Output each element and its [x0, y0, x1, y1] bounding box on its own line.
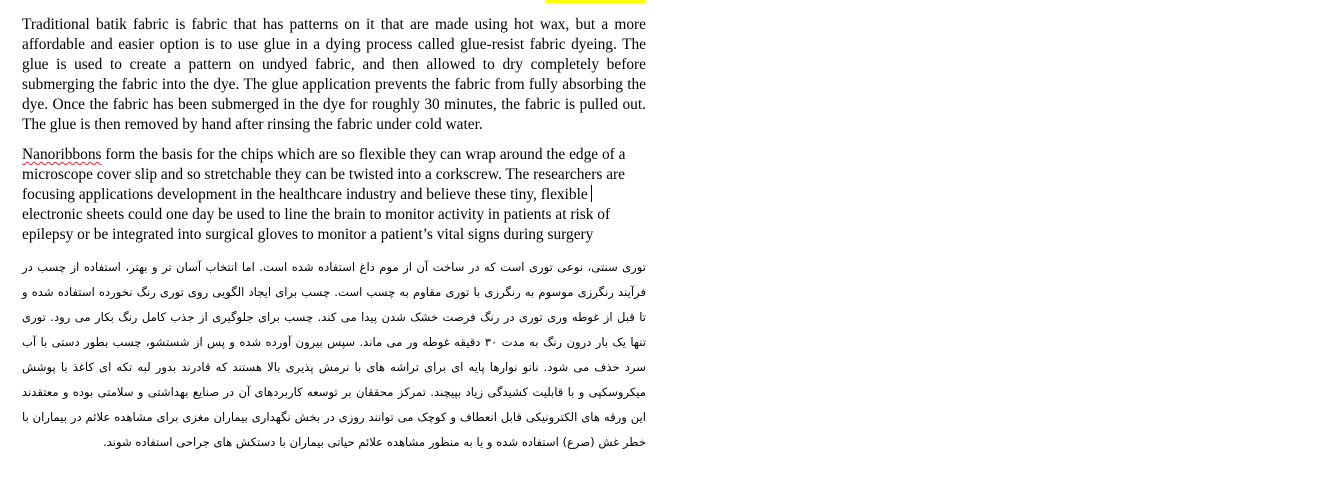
- paragraph-nanoribbons-text-2: electronic sheets could one day be used to line the brain to monitor activity in patients at risk of epilepsy or be integrated into surgical gloves to monitor a patient’s vital signs during surgery: [22, 206, 611, 243]
- misspelled-word[interactable]: Nanoribbons: [22, 146, 102, 163]
- paragraph-nanoribbons-text-1: form the basis for the chips which are so flexible they can wrap around the edge of a microscope cover slip and so stretchable they can be twisted into a corkscrew. The researchers are focusing applications development in the healthcare industry and believe these tiny, flexible: [22, 146, 626, 203]
- text-highlight-mark: [545, 0, 646, 3]
- document-body[interactable]: [22, 13, 646, 467]
- paragraph-persian[interactable]: توری سنتی، نوعی توری است که در ساخت آن از موم داغ استفاده شده است. اما انتخاب آسان تر و بهتر، استفاده از چسب در فرآیند رنگرزی موسوم به رنگرزی با توری مقاوم به چسب است. چسب برای ایجاد الگویی روی توری رنگ نخورده استفاده شده و تا قبل از غوطه وری توری در رنگ فرصت خشک شدن پیدا می کند. چسب برای جلوگیری از جذب کامل رنگ بکار می رود. توری تنها یک بار درون رنگ به مدت ۳۰ دقیقه غوطه ور می ماند. سپس بیرون آورده شده و پس از شستشو، چسب بطور دستی با آب سرد حذف می شود. نانو نوارها پایه ای برای تراشه های با نرمش پذیری بالا هستند که قادرند بدور لبه تکه ای کاغذ با پوشش میکروسکپی و با قابلیت کشیدگی زیاد بپیچند. تمرکز محققان بر توسعه کاربردهای آن در صنایع بهداشتی و سلامتی بوده و معتقدند این ورقه های الکترونیکی قابل انعطاف و کوچک می توانند روزی در بخش نگهداری بیماران مغزی برای مشاهده علائم در بیماران با خطر غش (صرع) استفاده شده و یا به منظور مشاهده علائم حیاتی بیماران با دستکش های جراحی استفاده شوند.: [22, 260, 646, 449]
- paragraph-nanoribbons[interactable]: [22, 145, 646, 245]
- paragraph-batik[interactable]: Traditional batik fabric is fabric that has patterns on it that are made using hot wax, but a more affordable and easier option is to use glue in a dying process called glue-resist fabric dyeing. The glue is used to create a pattern on undyed fabric, and then allowed to dry completely before submerging the fabric into the dye. The glue application prevents the fabric from fully absorbing the dye. Once the fabric has been submerged in the dye for roughly 30 minutes, the fabric is pulled out. The glue is then removed by hand after rinsing the fabric under cold water.: [22, 16, 646, 133]
- text-cursor: [591, 185, 592, 202]
